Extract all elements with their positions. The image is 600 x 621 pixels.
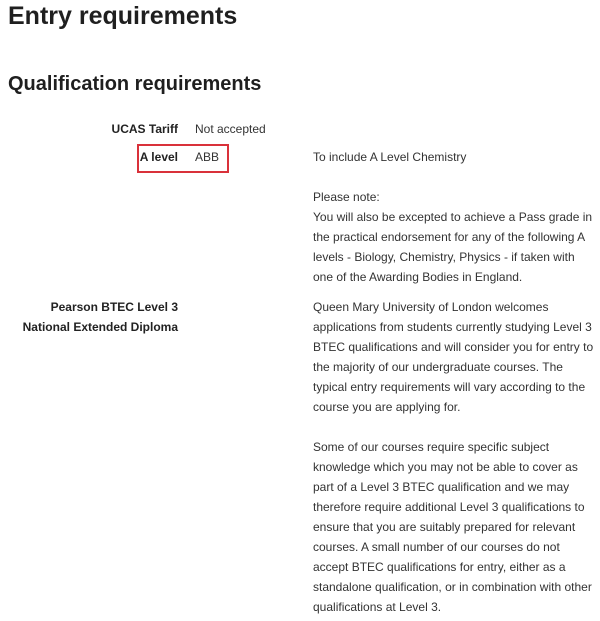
section-title: Qualification requirements — [8, 73, 262, 95]
ucas-tariff-label: UCAS Tariff — [111, 122, 178, 136]
btec-label-line-2: National Extended Diploma — [22, 320, 178, 334]
btec-label — [20, 297, 178, 337]
a-level-label: A level — [139, 150, 178, 164]
a-level-detail — [313, 147, 595, 287]
btec-detail-paragraph-2: Some of our courses require specific subject knowledge which you may not be able to cover as part of a Level 3 BTEC qualification and we may therefore require additional Level 3 qualifications to ensure that you are suitably prepared for relevant courses. A small number of our courses do not accept BTEC qualifications for entry, either as a standalone qualification, or in combination with other qualifications at Level 3. — [313, 440, 592, 614]
page-title: Entry requirements — [8, 2, 238, 30]
btec-label-line-1: Pearson BTEC Level 3 — [50, 300, 178, 314]
please-note-body: You will also be excepted to achieve a Pass grade in the practical endorsement for any of the following A levels - Biology, Chemistry, Physics - if taken with one of the Awarding Bodies in England. — [313, 210, 593, 284]
btec-detail-paragraph-1: Queen Mary University of London welcomes applications from students currently studying Level 3 BTEC qualifications and will consider you for entry to the majority of our undergraduate courses. The typical entry requirements will vary according to the course you are applying for. — [313, 300, 594, 414]
btec-detail — [313, 297, 595, 617]
please-note-heading: Please note: — [313, 190, 380, 204]
a-level-value: ABB — [195, 150, 220, 164]
ucas-tariff-value: Not accepted — [195, 122, 266, 136]
a-level-requirement-text: To include A Level Chemistry — [313, 150, 467, 164]
